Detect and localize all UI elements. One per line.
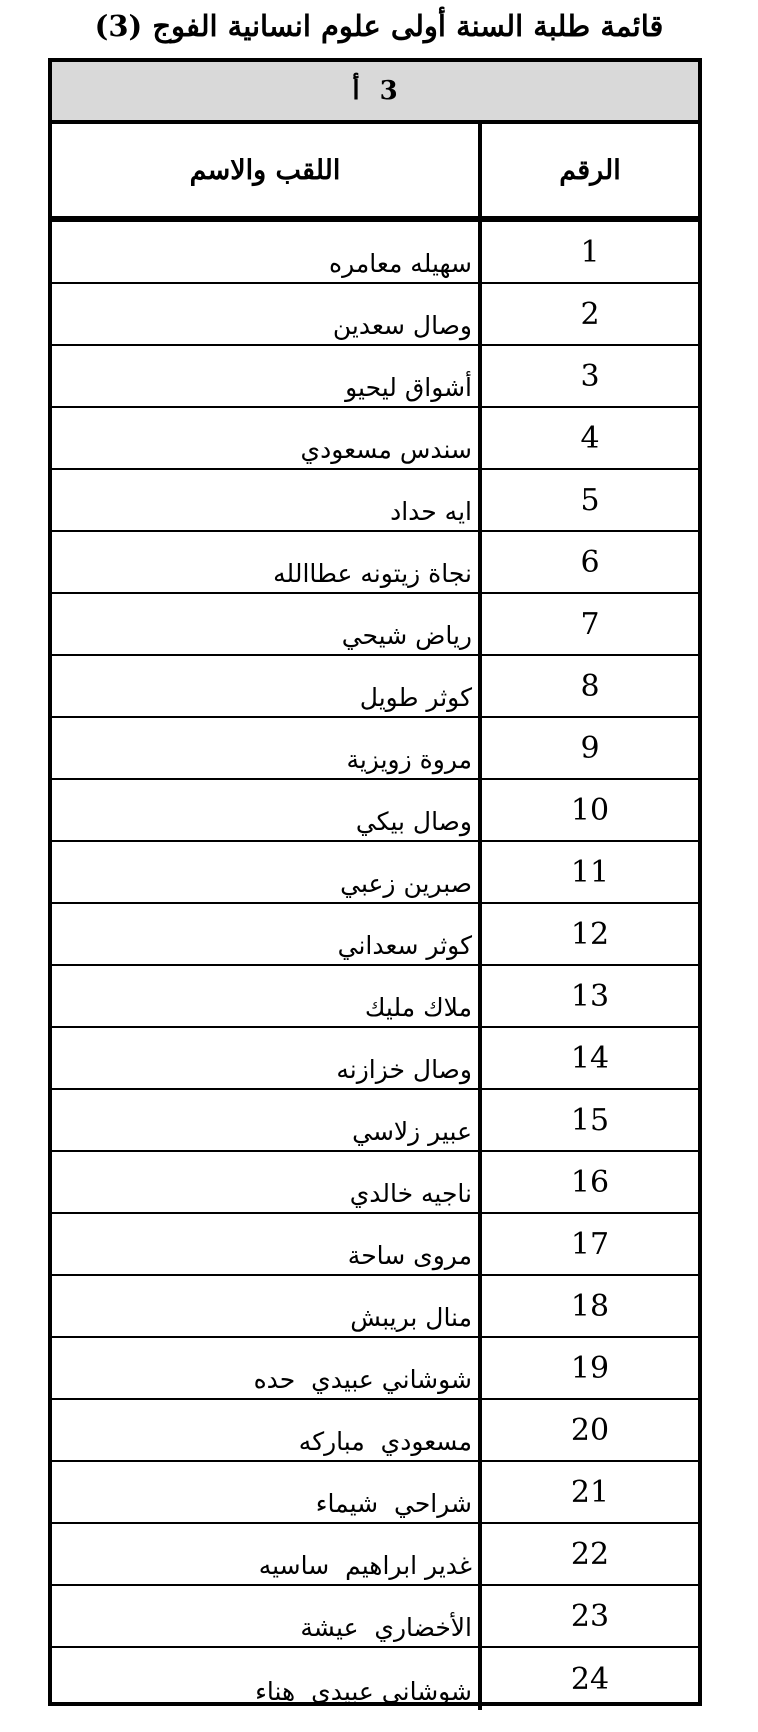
table-row: [52, 904, 698, 966]
student-name: سهيله معامره: [329, 249, 472, 278]
table-row: [52, 1648, 698, 1710]
row-number: 13: [478, 966, 698, 1026]
group-number: 3: [379, 76, 398, 106]
table-row: [52, 408, 698, 470]
row-number: 22: [478, 1524, 698, 1584]
row-number: 24: [478, 1648, 698, 1710]
row-number: 18: [478, 1276, 698, 1336]
student-name: منال بريبش: [350, 1303, 472, 1332]
table-row: [52, 470, 698, 532]
column-header-number: الرقم: [478, 124, 698, 216]
student-name: مروى ساحة: [347, 1241, 472, 1270]
column-header-name: اللقب والاسم: [189, 154, 341, 186]
row-number: 20: [478, 1400, 698, 1460]
table-row: [52, 1152, 698, 1214]
student-name: رياض شيحي: [341, 621, 472, 650]
table-row: [52, 1276, 698, 1338]
row-number: 3: [478, 346, 698, 406]
row-number: 23: [478, 1586, 698, 1646]
table-row: [52, 1214, 698, 1276]
student-name: سندس مسعودي: [300, 435, 472, 464]
student-name: ايه حداد: [390, 497, 472, 526]
student-name: وصال بيكي: [355, 807, 472, 836]
table-row: [52, 222, 698, 284]
student-name: مسعودي مباركه: [298, 1427, 472, 1456]
group-label: [52, 62, 698, 124]
table-row: [52, 656, 698, 718]
table-row: [52, 780, 698, 842]
table-row: [52, 1462, 698, 1524]
row-number: 2: [478, 284, 698, 344]
table-row: [52, 718, 698, 780]
table-row: [52, 1400, 698, 1462]
table-row: [52, 594, 698, 656]
student-name: غدير ابراهيم ساسيه: [258, 1551, 472, 1580]
row-number: 10: [478, 780, 698, 840]
student-name: عبير زلاسي: [352, 1117, 472, 1146]
row-number: 15: [478, 1090, 698, 1150]
student-name: شوشاني عبيدي حده: [253, 1365, 472, 1394]
table-row: [52, 1586, 698, 1648]
student-name: شوشاني عبيدي هناء: [255, 1677, 472, 1706]
table-row: [52, 842, 698, 904]
row-number: 5: [478, 470, 698, 530]
student-name: ناجيه خالدي: [349, 1179, 472, 1208]
table-row: [52, 1524, 698, 1586]
student-name: صبرين زعبي: [340, 869, 472, 898]
row-number: 12: [478, 904, 698, 964]
row-number: 7: [478, 594, 698, 654]
student-name: كوثر سعداني: [337, 931, 472, 960]
student-name: أشواق ليحيو: [345, 373, 472, 402]
student-table: [48, 58, 702, 1706]
table-row: [52, 1028, 698, 1090]
table-header-row: [52, 124, 698, 222]
student-name: وصال سعدين: [332, 311, 472, 340]
row-number: 19: [478, 1338, 698, 1398]
row-number: 11: [478, 842, 698, 902]
student-name: وصال خزازنه: [336, 1055, 472, 1084]
row-number: 8: [478, 656, 698, 716]
student-name: نجاة زيتونه عطاالله: [273, 559, 472, 588]
table-row: [52, 1090, 698, 1152]
student-name: كوثر طويل: [359, 683, 472, 712]
table-row: [52, 532, 698, 594]
student-name: ملاك مليك: [364, 993, 472, 1022]
table-body: [52, 222, 698, 1710]
table-row: [52, 966, 698, 1028]
table-row: [52, 1338, 698, 1400]
row-number: 16: [478, 1152, 698, 1212]
page-title: قائمة طلبة السنة أولى علوم انسانية الفوج (3): [94, 9, 664, 43]
row-number: 14: [478, 1028, 698, 1088]
group-letter: أ: [352, 76, 360, 106]
row-number: 21: [478, 1462, 698, 1522]
student-name: مروة زويزية: [346, 745, 472, 774]
student-name: الأخضاري عيشة: [300, 1613, 472, 1642]
table-row: [52, 284, 698, 346]
row-number: 9: [478, 718, 698, 778]
row-number: 6: [478, 532, 698, 592]
row-number: 4: [478, 408, 698, 468]
row-number: 1: [478, 222, 698, 282]
table-row: [52, 346, 698, 408]
row-number: 17: [478, 1214, 698, 1274]
student-name: شراحي شيماء: [315, 1489, 472, 1518]
